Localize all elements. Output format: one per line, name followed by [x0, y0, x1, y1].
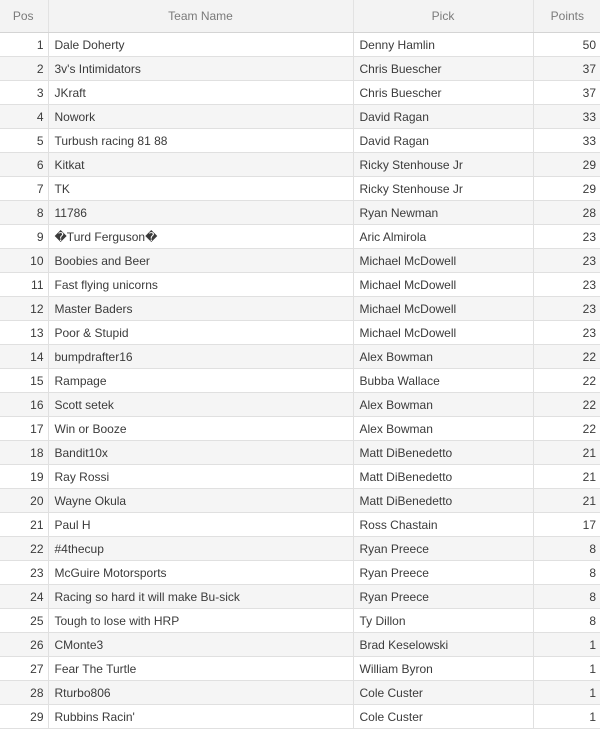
pick-cell: David Ragan — [353, 129, 533, 153]
team-name-cell: Bandit10x — [48, 441, 353, 465]
points-cell: 8 — [533, 609, 600, 633]
position-cell: 2 — [0, 57, 48, 81]
table-row[interactable] — [0, 633, 600, 657]
pick-cell: Brad Keselowski — [353, 633, 533, 657]
table-row[interactable] — [0, 153, 600, 177]
pick-cell: Alex Bowman — [353, 417, 533, 441]
position-cell: 3 — [0, 81, 48, 105]
points-cell: 1 — [533, 681, 600, 705]
table-row[interactable] — [0, 417, 600, 441]
points-cell: 17 — [533, 513, 600, 537]
pick-cell: Michael McDowell — [353, 297, 533, 321]
pick-cell: Ty Dillon — [353, 609, 533, 633]
table-row[interactable] — [0, 441, 600, 465]
team-name-cell: �Turd Ferguson� — [48, 225, 353, 249]
table-body — [0, 33, 600, 729]
team-name-cell: Racing so hard it will make Bu-sick — [48, 585, 353, 609]
column-header-pick[interactable]: Pick — [353, 0, 533, 33]
position-cell: 17 — [0, 417, 48, 441]
team-name-cell: Poor & Stupid — [48, 321, 353, 345]
table-row[interactable] — [0, 105, 600, 129]
team-name-cell: CMonte3 — [48, 633, 353, 657]
position-cell: 18 — [0, 441, 48, 465]
position-cell: 20 — [0, 489, 48, 513]
points-cell: 37 — [533, 81, 600, 105]
pick-cell: Ricky Stenhouse Jr — [353, 177, 533, 201]
pick-cell: Denny Hamlin — [353, 33, 533, 57]
team-name-cell: Win or Booze — [48, 417, 353, 441]
team-name-cell: Wayne Okula — [48, 489, 353, 513]
pick-cell: Cole Custer — [353, 705, 533, 729]
position-cell: 21 — [0, 513, 48, 537]
position-cell: 9 — [0, 225, 48, 249]
points-cell: 33 — [533, 105, 600, 129]
team-name-cell: Turbush racing 81 88 — [48, 129, 353, 153]
table-row[interactable] — [0, 513, 600, 537]
position-cell: 5 — [0, 129, 48, 153]
position-cell: 15 — [0, 369, 48, 393]
team-name-cell: Rubbins Racin' — [48, 705, 353, 729]
position-cell: 11 — [0, 273, 48, 297]
team-name-cell: #4thecup — [48, 537, 353, 561]
position-cell: 27 — [0, 657, 48, 681]
pick-cell: Chris Buescher — [353, 81, 533, 105]
pick-cell: Cole Custer — [353, 681, 533, 705]
table-row[interactable] — [0, 81, 600, 105]
pick-cell: Ricky Stenhouse Jr — [353, 153, 533, 177]
table-row[interactable] — [0, 681, 600, 705]
pick-cell: William Byron — [353, 657, 533, 681]
pick-cell: Alex Bowman — [353, 393, 533, 417]
position-cell: 4 — [0, 105, 48, 129]
pick-cell: Ryan Preece — [353, 561, 533, 585]
table-row[interactable] — [0, 657, 600, 681]
team-name-cell: Kitkat — [48, 153, 353, 177]
table-row[interactable] — [0, 297, 600, 321]
position-cell: 6 — [0, 153, 48, 177]
points-cell: 8 — [533, 561, 600, 585]
team-name-cell: Tough to lose with HRP — [48, 609, 353, 633]
table-row[interactable] — [0, 225, 600, 249]
pick-cell: Michael McDowell — [353, 321, 533, 345]
table-row[interactable] — [0, 129, 600, 153]
points-cell: 23 — [533, 297, 600, 321]
pick-cell: Bubba Wallace — [353, 369, 533, 393]
points-cell: 21 — [533, 489, 600, 513]
points-cell: 22 — [533, 345, 600, 369]
team-name-cell: Fast flying unicorns — [48, 273, 353, 297]
table-header — [0, 0, 600, 33]
team-name-cell: JKraft — [48, 81, 353, 105]
position-cell: 28 — [0, 681, 48, 705]
position-cell: 22 — [0, 537, 48, 561]
pick-cell: Ryan Newman — [353, 201, 533, 225]
pick-cell: Ryan Preece — [353, 537, 533, 561]
column-header-points[interactable]: Points — [533, 0, 600, 33]
team-name-cell: 11786 — [48, 201, 353, 225]
points-cell: 22 — [533, 369, 600, 393]
table-row[interactable] — [0, 321, 600, 345]
table-row[interactable] — [0, 465, 600, 489]
team-name-cell: Rampage — [48, 369, 353, 393]
table-row[interactable] — [0, 489, 600, 513]
pick-cell: Matt DiBenedetto — [353, 441, 533, 465]
points-cell: 28 — [533, 201, 600, 225]
points-cell: 21 — [533, 441, 600, 465]
position-cell: 12 — [0, 297, 48, 321]
table-row[interactable] — [0, 57, 600, 81]
position-cell: 10 — [0, 249, 48, 273]
position-cell: 26 — [0, 633, 48, 657]
team-name-cell: Dale Doherty — [48, 33, 353, 57]
team-name-cell: Paul H — [48, 513, 353, 537]
position-cell: 14 — [0, 345, 48, 369]
points-cell: 1 — [533, 657, 600, 681]
position-cell: 23 — [0, 561, 48, 585]
position-cell: 7 — [0, 177, 48, 201]
points-cell: 23 — [533, 321, 600, 345]
table-row[interactable] — [0, 393, 600, 417]
points-cell: 29 — [533, 177, 600, 201]
points-cell: 50 — [533, 33, 600, 57]
points-cell: 29 — [533, 153, 600, 177]
pick-cell: Michael McDowell — [353, 273, 533, 297]
team-name-cell: Master Baders — [48, 297, 353, 321]
table-row[interactable] — [0, 609, 600, 633]
team-name-cell: Ray Rossi — [48, 465, 353, 489]
points-cell: 21 — [533, 465, 600, 489]
pick-cell: David Ragan — [353, 105, 533, 129]
position-cell: 16 — [0, 393, 48, 417]
points-cell: 8 — [533, 537, 600, 561]
points-cell: 22 — [533, 393, 600, 417]
pick-cell: Ross Chastain — [353, 513, 533, 537]
table-row[interactable] — [0, 585, 600, 609]
team-name-cell: Rturbo806 — [48, 681, 353, 705]
table-row[interactable] — [0, 33, 600, 57]
table-row[interactable] — [0, 273, 600, 297]
points-cell: 33 — [533, 129, 600, 153]
team-name-cell: 3v's Intimidators — [48, 57, 353, 81]
team-name-cell: Fear The Turtle — [48, 657, 353, 681]
points-cell: 22 — [533, 417, 600, 441]
table-row[interactable] — [0, 345, 600, 369]
pick-cell: Matt DiBenedetto — [353, 489, 533, 513]
points-cell: 1 — [533, 705, 600, 729]
points-cell: 37 — [533, 57, 600, 81]
position-cell: 8 — [0, 201, 48, 225]
position-cell: 1 — [0, 33, 48, 57]
position-cell: 24 — [0, 585, 48, 609]
table-row[interactable] — [0, 201, 600, 225]
pick-cell: Chris Buescher — [353, 57, 533, 81]
points-cell: 1 — [533, 633, 600, 657]
pick-cell: Michael McDowell — [353, 249, 533, 273]
team-name-cell: bumpdrafter16 — [48, 345, 353, 369]
position-cell: 25 — [0, 609, 48, 633]
column-header-team-name[interactable]: Team Name — [48, 0, 353, 33]
header-row — [0, 0, 600, 33]
pick-cell: Aric Almirola — [353, 225, 533, 249]
position-cell: 19 — [0, 465, 48, 489]
points-cell: 23 — [533, 249, 600, 273]
team-name-cell: McGuire Motorsports — [48, 561, 353, 585]
table-row[interactable] — [0, 369, 600, 393]
pick-cell: Alex Bowman — [353, 345, 533, 369]
team-name-cell: TK — [48, 177, 353, 201]
team-name-cell: Scott setek — [48, 393, 353, 417]
points-cell: 23 — [533, 225, 600, 249]
position-cell: 29 — [0, 705, 48, 729]
column-header-pos[interactable]: Pos — [0, 0, 48, 33]
table-row[interactable] — [0, 537, 600, 561]
points-cell: 8 — [533, 585, 600, 609]
table-row[interactable] — [0, 249, 600, 273]
table-row[interactable] — [0, 705, 600, 729]
position-cell: 13 — [0, 321, 48, 345]
table-row[interactable] — [0, 177, 600, 201]
table-row[interactable] — [0, 561, 600, 585]
points-cell: 23 — [533, 273, 600, 297]
pick-cell: Matt DiBenedetto — [353, 465, 533, 489]
team-name-cell: Nowork — [48, 105, 353, 129]
team-name-cell: Boobies and Beer — [48, 249, 353, 273]
pick-cell: Ryan Preece — [353, 585, 533, 609]
